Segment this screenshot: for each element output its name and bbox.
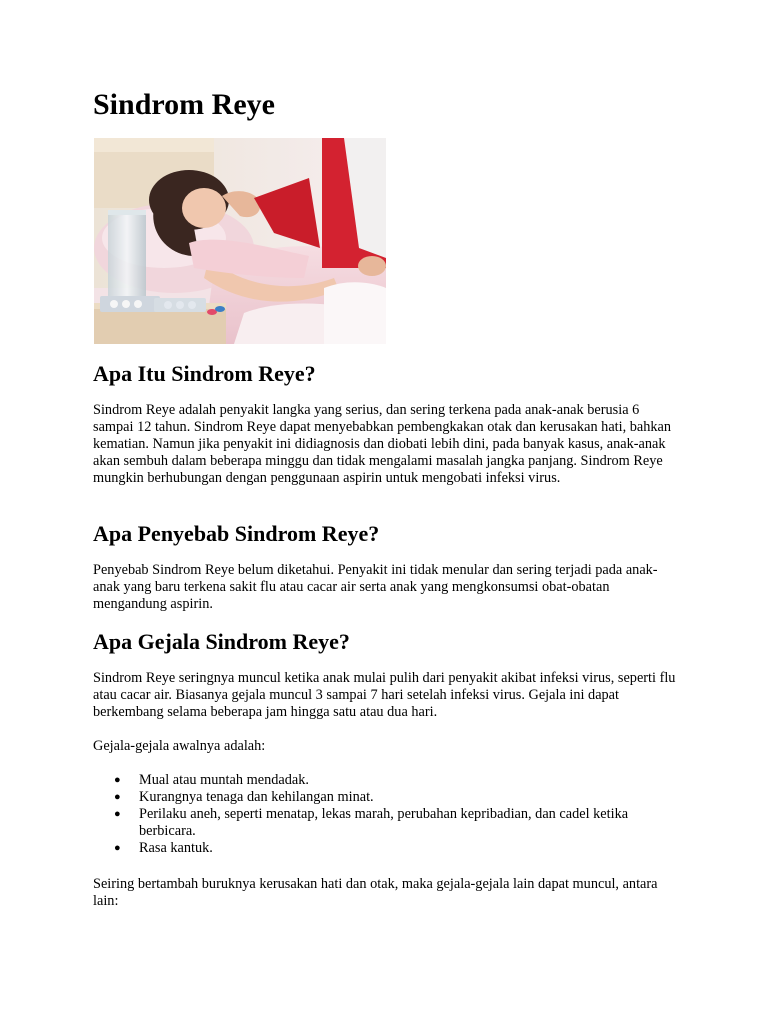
list-item-text: Mual atau muntah mendadak. (139, 772, 309, 788)
paragraph-symptoms-intro: Gejala-gejala awalnya adalah: (93, 738, 266, 754)
paragraph-symptoms-closing: Seiring bertambah buruknya kerusakan hati dan otak, maka gejala-gejala lain dapat muncul, antara lain: (93, 876, 658, 909)
sick-child-photo (94, 138, 386, 344)
list-item-text: Rasa kantuk. (139, 840, 213, 856)
bullet-icon: ● (114, 791, 121, 803)
document-title: Sindrom Reye (93, 88, 275, 121)
section-heading-what-is: Apa Itu Sindrom Reye? (93, 361, 316, 386)
list-item-text: Perilaku aneh, seperti menatap, lekas marah, perubahan kepribadian, dan cadel ketika berbicara. (139, 806, 629, 839)
bullet-icon: ● (114, 774, 121, 786)
list-item (93, 772, 679, 789)
bullet-icon: ● (114, 808, 121, 820)
list-item-text: Kurangnya tenaga dan kehilangan minat. (139, 789, 374, 805)
section-heading-causes: Apa Penyebab Sindrom Reye? (93, 521, 380, 546)
paragraph-causes: Penyebab Sindrom Reye belum diketahui. Penyakit ini tidak menular dan sering terjadi pada anak-anak yang baru terkena sakit flu atau cacar air serta anak yang mengkonsumsi obat-obatan mengandung aspirin. (93, 562, 658, 612)
list-item (93, 840, 679, 857)
list-item (93, 806, 679, 840)
symptom-list (93, 772, 683, 857)
section-heading-symptoms: Apa Gejala Sindrom Reye? (93, 629, 350, 654)
paragraph-what-is: Sindrom Reye adalah penyakit langka yang serius, dan sering terkena pada anak-anak berusia 6 sampai 12 tahun. Sindrom Reye dapat menyebabkan pembengkakan otak dan kerusakan hati, bahkan kematian. Namun jika penyakit ini didiagnosis dan diobati lebih dini, pada banyak kasus, anak-anak akan sembuh dalam beberapa minggu dan tidak mengalami masalah jangka panjang. Sindrom Reye mungkin berhubungan dengan penggunaan aspirin untuk mengobati infeksi virus. (93, 402, 672, 486)
bullet-icon: ● (114, 842, 121, 854)
list-item (93, 789, 679, 806)
paragraph-symptoms: Sindrom Reye seringnya muncul ketika anak mulai pulih dari penyakit akibat infeksi virus, seperti flu atau cacar air. Biasanya gejala muncul 3 sampai 7 hari setelah infeksi virus. Gejala ini dapat berkembang selama beberapa jam hingga satu atau dua hari. (93, 670, 676, 720)
